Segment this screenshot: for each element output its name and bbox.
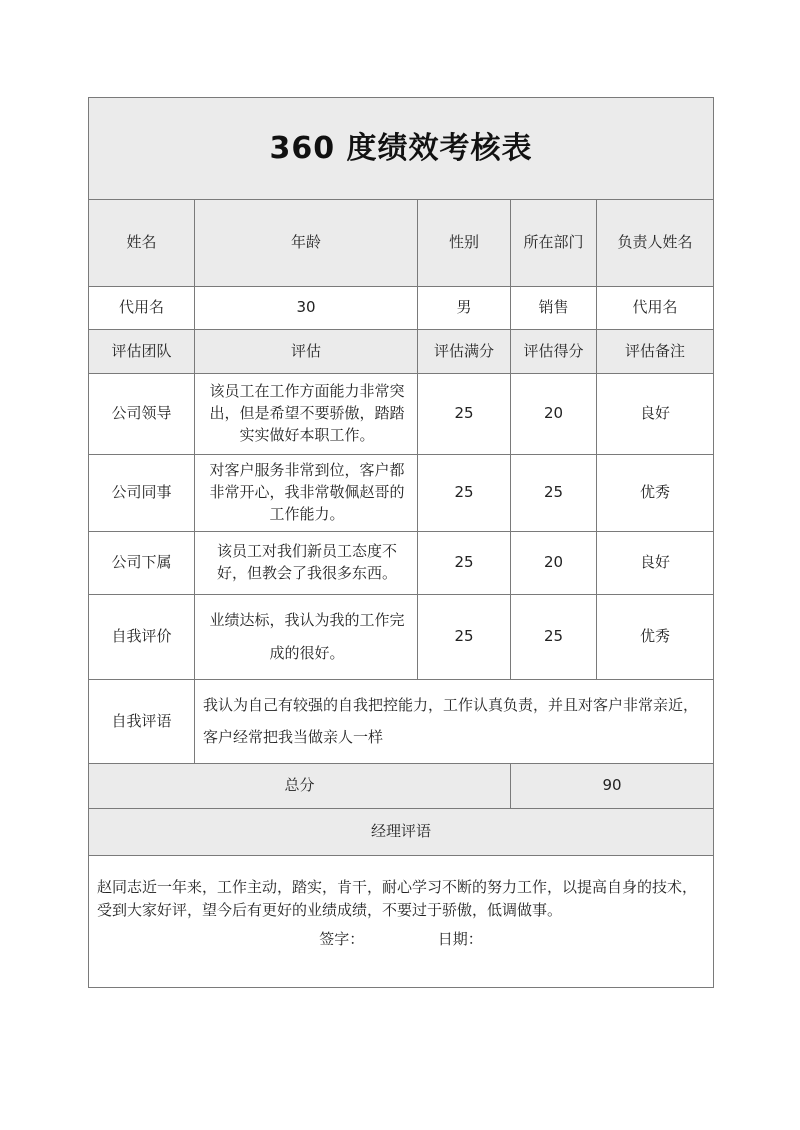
employee-gender: 男 (418, 287, 511, 330)
employee-supervisor: 代用名 (597, 287, 714, 330)
evaluation-row (89, 455, 714, 532)
evaluation-full-score: 25 (418, 532, 511, 595)
evaluation-remark: 良好 (597, 532, 714, 595)
evaluation-row (89, 595, 714, 680)
performance-review-table (88, 97, 714, 988)
evaluation-team: 公司下属 (89, 532, 195, 595)
signature-line (97, 929, 705, 951)
evaluation-full-score: 25 (418, 374, 511, 455)
evaluation-score: 25 (511, 455, 597, 532)
evaluation-team: 自我评价 (89, 595, 195, 680)
evaluation-score: 20 (511, 532, 597, 595)
evaluation-row (89, 374, 714, 455)
self-remark-row (89, 680, 714, 764)
self-remark-label: 自我评语 (89, 680, 195, 764)
manager-comment-cell (89, 856, 714, 988)
evaluation-header-row (89, 330, 714, 374)
department-header: 所在部门 (511, 200, 597, 287)
employee-age: 30 (195, 287, 418, 330)
total-value: 90 (511, 764, 714, 809)
self-remark-text: 我认为自己有较强的自我把控能力，工作认真负责，并且对客户非常亲近，客户经常把我当做亲人一样 (195, 680, 714, 764)
evaluation-row (89, 532, 714, 595)
evaluation-full-score: 25 (418, 595, 511, 680)
evaluation-full-score: 25 (418, 455, 511, 532)
evaluation-team: 公司领导 (89, 374, 195, 455)
remark-column-header: 评估备注 (597, 330, 714, 374)
manager-comment-label: 经理评语 (89, 809, 714, 856)
team-column-header: 评估团队 (89, 330, 195, 374)
evaluation-score: 20 (511, 374, 597, 455)
signature-label: 签字： (319, 929, 365, 948)
employee-department: 销售 (511, 287, 597, 330)
evaluation-text: 该员工对我们新员工态度不好，但教会了我很多东西。 (195, 532, 418, 595)
manager-label-row (89, 809, 714, 856)
evaluation-column-header: 评估 (195, 330, 418, 374)
manager-comment-row (89, 856, 714, 988)
info-header-row (89, 200, 714, 287)
evaluation-remark: 良好 (597, 374, 714, 455)
title-row (89, 98, 714, 200)
evaluation-text: 业绩达标，我认为我的工作完成的很好。 (195, 595, 418, 680)
score-column-header: 评估得分 (511, 330, 597, 374)
evaluation-remark: 优秀 (597, 595, 714, 680)
gender-header: 性别 (418, 200, 511, 287)
employee-name: 代用名 (89, 287, 195, 330)
info-value-row (89, 287, 714, 330)
evaluation-score: 25 (511, 595, 597, 680)
total-row (89, 764, 714, 809)
name-header: 姓名 (89, 200, 195, 287)
manager-comment: 赵同志近一年来，工作主动，踏实，肯干，耐心学习不断的努力工作，以提高自身的技术，受到大家好评，望今后有更好的业绩成绩，不要过于骄傲，低调做事。 (97, 878, 698, 920)
evaluation-remark: 优秀 (597, 455, 714, 532)
date-label: 日期： (437, 929, 483, 948)
evaluation-team: 公司同事 (89, 455, 195, 532)
total-label: 总分 (89, 764, 511, 809)
supervisor-header: 负责人姓名 (597, 200, 714, 287)
full-score-column-header: 评估满分 (418, 330, 511, 374)
age-header: 年龄 (195, 200, 418, 287)
page-title: 360 度绩效考核表 (89, 98, 714, 200)
evaluation-text: 该员工在工作方面能力非常突出，但是希望不要骄傲，踏踏实实做好本职工作。 (195, 374, 418, 455)
evaluation-text: 对客户服务非常到位，客户都非常开心，我非常敬佩赵哥的工作能力。 (195, 455, 418, 532)
